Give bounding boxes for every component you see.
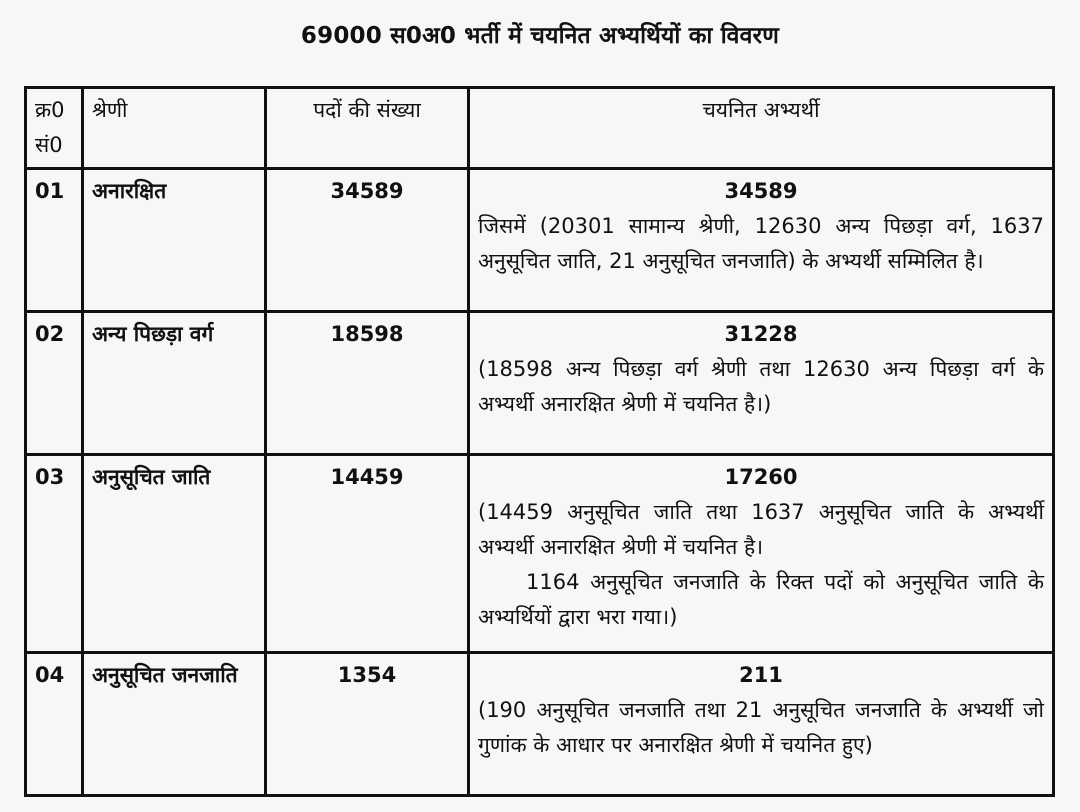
row-posts: 34589 bbox=[266, 169, 469, 312]
row-serial: 03 bbox=[26, 455, 83, 653]
row-posts: 18598 bbox=[266, 312, 469, 455]
document-title: 69000 स0अ0 भर्ती में चयनित अभ्यर्थियों का विवरण bbox=[300, 23, 780, 49]
table-row bbox=[26, 169, 1054, 312]
row-category: अनारक्षित bbox=[83, 169, 266, 312]
table-row bbox=[26, 455, 1054, 653]
selected-details: (190 अनुसूचित जनजाति तथा 21 अनुसूचित जनजाति के अभ्यर्थी जो गुणांक के आधार पर अनारक्षित श्रेणी में चयनित हुए) bbox=[478, 698, 1044, 757]
row-posts: 1354 bbox=[266, 653, 469, 796]
row-posts: 14459 bbox=[266, 455, 469, 653]
row-serial: 04 bbox=[26, 653, 83, 796]
row-selected bbox=[469, 455, 1054, 653]
selected-details: जिसमें (20301 सामान्य श्रेणी, 12630 अन्य पिछड़ा वर्ग, 1637 अनुसूचित जाति, 21 अनुसूचित जनजाति) के अभ्यर्थी सम्मिलित है। bbox=[478, 214, 1044, 273]
row-serial: 02 bbox=[26, 312, 83, 455]
selected-count: 31228 bbox=[724, 322, 798, 346]
header-category: श्रेणी bbox=[83, 88, 266, 169]
selected-count: 17260 bbox=[724, 465, 798, 489]
row-selected bbox=[469, 169, 1054, 312]
row-category: अनुसूचित जनजाति bbox=[83, 653, 266, 796]
selection-table bbox=[24, 86, 1055, 797]
header-posts: पदों की संख्या bbox=[266, 88, 469, 169]
header-selected: चयनित अभ्यर्थी bbox=[469, 88, 1054, 169]
table-row bbox=[26, 653, 1054, 796]
selected-details: (18598 अन्य पिछड़ा वर्ग श्रेणी तथा 12630 अन्य पिछड़ा वर्ग के अभ्यर्थी अनारक्षित श्रेणी में चयनित है।) bbox=[478, 357, 1044, 416]
row-serial: 01 bbox=[26, 169, 83, 312]
row-selected bbox=[469, 312, 1054, 455]
table-header-row bbox=[26, 88, 1054, 169]
selected-details: (14459 अनुसूचित जाति तथा 1637 अनुसूचित जाति के अभ्यर्थी अभ्यर्थी अनारक्षित श्रेणी में चयनित है। bbox=[478, 500, 1044, 559]
row-selected bbox=[469, 653, 1054, 796]
selected-count: 34589 bbox=[724, 179, 798, 203]
header-serial: क्र0 सं0 bbox=[26, 88, 83, 169]
row-category: अन्य पिछड़ा वर्ग bbox=[83, 312, 266, 455]
table-row bbox=[26, 312, 1054, 455]
selected-details-note: 1164 अनुसूचित जनजाति के रिक्त पदों को अनुसूचित जाति के अभ्यर्थियों द्वारा भरा गया।) bbox=[478, 570, 1044, 629]
row-category: अनुसूचित जाति bbox=[83, 455, 266, 653]
selected-count: 211 bbox=[739, 663, 783, 687]
